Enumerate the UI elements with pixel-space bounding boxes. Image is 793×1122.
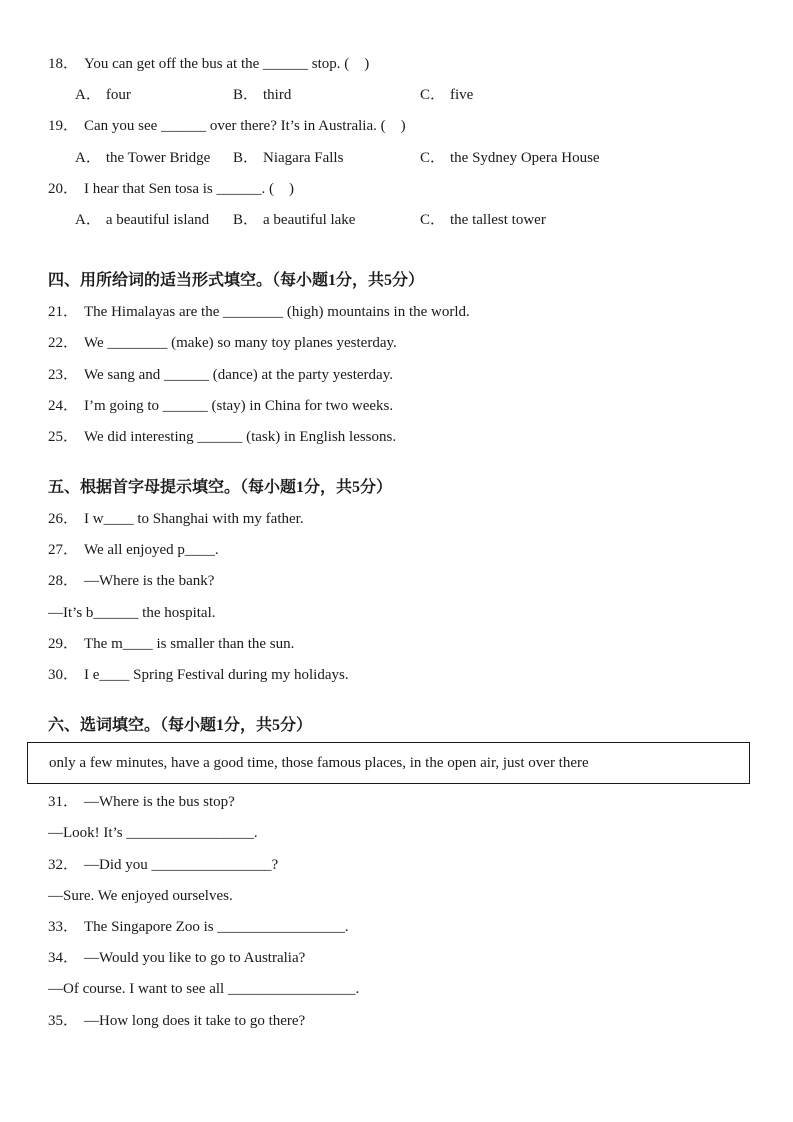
option-text: the tallest tower	[450, 211, 546, 228]
question-19-option-a	[75, 148, 233, 168]
question-18-stem	[48, 54, 753, 74]
question-22	[48, 333, 753, 353]
section-4-header: 四、用所给词的适当形式填空。（每小题1分，共5分）	[48, 271, 425, 289]
question-28-answer-line	[48, 603, 753, 623]
question-24-text: I’m going to ______ (stay) in China for two weeks.	[84, 397, 394, 414]
question-20-option-b	[233, 210, 420, 230]
option-label: C．	[420, 211, 446, 228]
question-19-text: Can you see ______ over there? It’s in Australia. ( )	[84, 118, 406, 135]
question-18-option-a	[75, 85, 233, 105]
question-34-answer-line	[48, 979, 753, 999]
question-31-number: 31．	[48, 794, 79, 811]
question-35-number: 35．	[48, 1012, 79, 1029]
option-text: third	[263, 87, 292, 104]
question-21-number: 21．	[48, 304, 79, 321]
question-31-answer-text: —Look! It’s _________________.	[48, 825, 258, 842]
option-text: four	[105, 87, 131, 104]
question-32	[48, 855, 753, 875]
option-label: A．	[75, 149, 101, 166]
question-34	[48, 948, 753, 968]
question-20-number: 20．	[48, 180, 79, 197]
question-29-text: The m____ is smaller than the sun.	[84, 635, 295, 652]
question-30	[48, 665, 753, 685]
question-28-number: 28．	[48, 573, 79, 590]
option-text: the Tower Bridge	[105, 149, 211, 166]
question-33	[48, 917, 753, 937]
question-28-text: —Where is the bank?	[84, 573, 215, 590]
section-5-header: 五、根据首字母提示填空。（每小题1分，共5分）	[48, 478, 393, 496]
question-34-answer-text: —Of course. I want to see all _________________.	[48, 981, 360, 998]
question-33-number: 33．	[48, 918, 79, 935]
question-19-number: 19．	[48, 118, 79, 135]
question-20-options	[48, 210, 753, 230]
question-26-text: I w____ to Shanghai with my father.	[84, 511, 304, 528]
question-27-number: 27．	[48, 542, 79, 559]
question-19-option-c	[420, 148, 753, 168]
question-20-text: I hear that Sen tosa is ______. ( )	[84, 180, 294, 197]
option-text: a beautiful island	[105, 211, 210, 228]
question-32-answer-text: —Sure. We enjoyed ourselves.	[48, 887, 233, 904]
question-26-number: 26．	[48, 511, 79, 528]
question-24-number: 24．	[48, 397, 79, 414]
question-29-number: 29．	[48, 635, 79, 652]
question-22-number: 22．	[48, 335, 79, 352]
question-25	[48, 427, 753, 447]
word-bank-box	[27, 742, 750, 784]
question-19-stem	[48, 116, 753, 136]
question-24	[48, 396, 753, 416]
question-22-text: We ________ (make) so many toy planes yesterday.	[84, 335, 397, 352]
question-32-answer-line	[48, 886, 753, 906]
question-30-text: I e____ Spring Festival during my holidays.	[84, 667, 349, 683]
question-21	[48, 302, 753, 322]
option-text: five	[450, 87, 474, 104]
option-label: C．	[420, 87, 446, 104]
question-19-option-b	[233, 148, 420, 168]
question-19-options	[48, 148, 753, 168]
question-18-number: 18．	[48, 56, 79, 72]
question-23	[48, 365, 753, 385]
option-label: A．	[75, 211, 101, 228]
question-23-number: 23．	[48, 366, 79, 383]
option-label: B．	[233, 211, 259, 228]
question-35-text: —How long does it take to go there?	[84, 1012, 306, 1029]
question-18-text: You can get off the bus at the ______ stop. ( )	[84, 56, 370, 72]
question-30-number: 30．	[48, 667, 79, 683]
question-20-option-c	[420, 210, 753, 230]
question-31	[48, 792, 753, 812]
question-27-text: We all enjoyed p____.	[84, 542, 219, 559]
option-label: C．	[420, 149, 446, 166]
question-28	[48, 571, 753, 591]
option-text: the Sydney Opera House	[450, 149, 600, 166]
question-34-text: —Would you like to go to Australia?	[84, 950, 306, 967]
question-32-text: —Did you ________________?	[84, 856, 279, 873]
question-26	[48, 509, 753, 529]
question-31-text: —Where is the bus stop?	[84, 794, 235, 811]
question-34-number: 34．	[48, 950, 79, 967]
option-label: A．	[75, 87, 101, 104]
question-28-answer-text: —It’s b______ the hospital.	[48, 604, 216, 621]
question-35	[48, 1011, 753, 1031]
question-18-options	[48, 85, 753, 105]
question-33-text: The Singapore Zoo is _________________.	[84, 918, 349, 935]
option-text: Niagara Falls	[263, 149, 344, 166]
question-20-option-a	[75, 210, 233, 230]
question-23-text: We sang and ______ (dance) at the party yesterday.	[84, 366, 393, 383]
question-31-answer-line	[48, 823, 753, 843]
section-6-header: 六、选词填空。（每小题1分，共5分）	[48, 717, 313, 734]
question-25-number: 25．	[48, 428, 79, 445]
question-18-option-b	[233, 85, 420, 105]
question-20-stem	[48, 179, 753, 199]
question-32-number: 32．	[48, 856, 79, 873]
option-label: B．	[233, 149, 259, 166]
question-27	[48, 540, 753, 560]
word-bank-text: only a few minutes, have a good time, those famous places, in the open air, just over there	[49, 754, 589, 771]
option-label: B．	[233, 87, 259, 104]
question-18-option-c	[420, 85, 753, 105]
question-29	[48, 634, 753, 654]
question-25-text: We did interesting ______ (task) in English lessons.	[84, 428, 397, 445]
option-text: a beautiful lake	[263, 211, 356, 228]
question-21-text: The Himalayas are the ________ (high) mountains in the world.	[84, 304, 470, 321]
